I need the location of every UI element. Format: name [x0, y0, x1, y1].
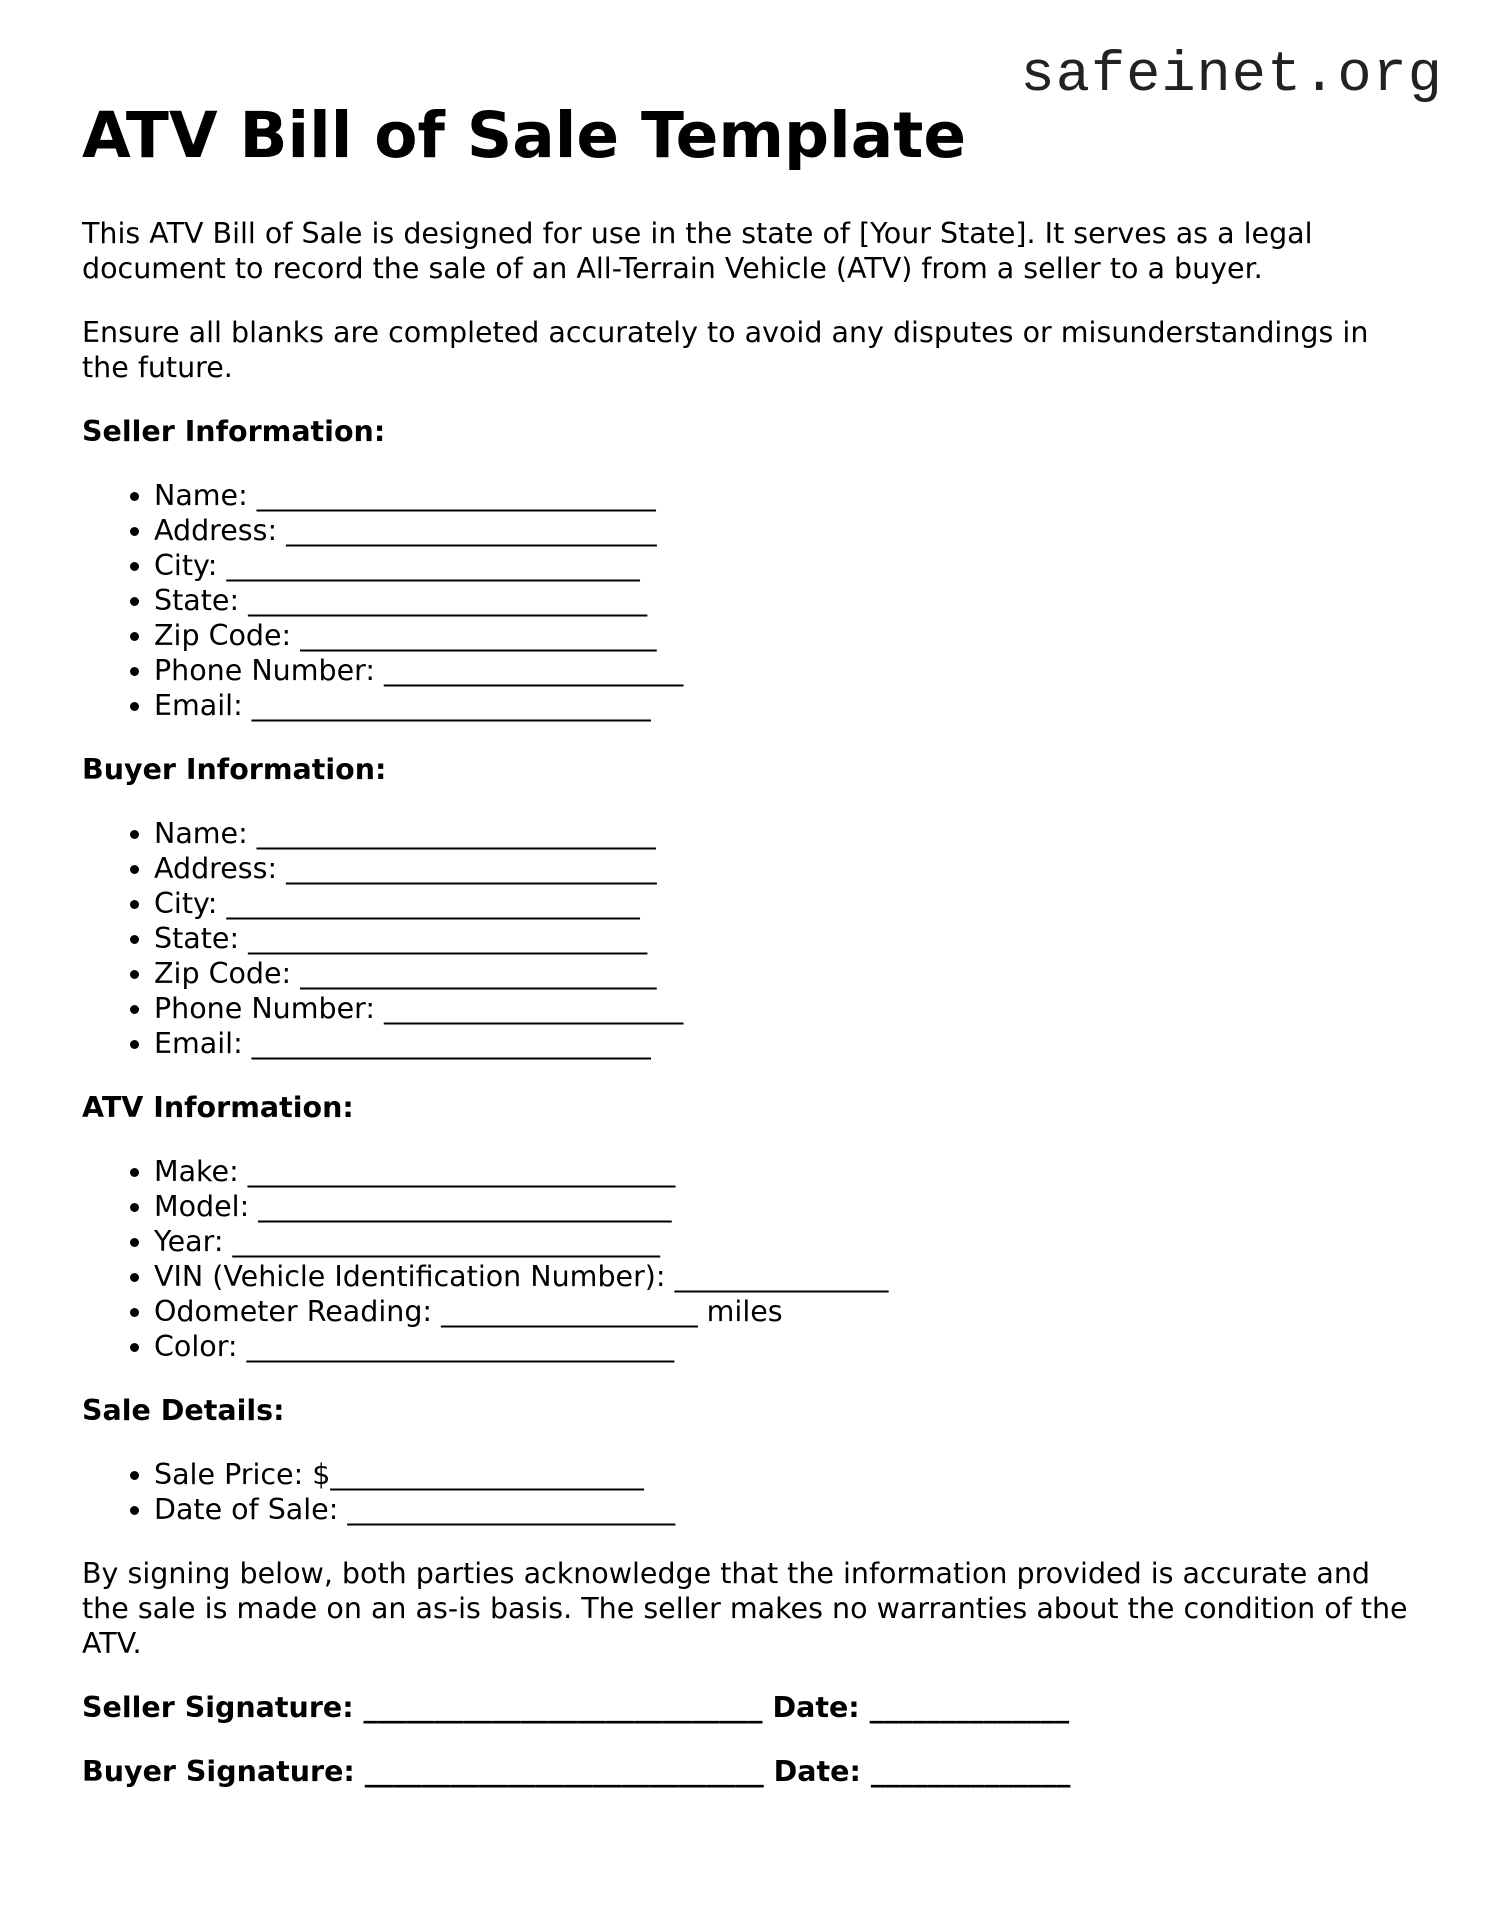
- buyer-state-field[interactable]: • State: ____________________________: [154, 921, 1412, 956]
- seller-field-list: [82, 478, 1412, 723]
- seller-zip-field[interactable]: • Zip Code: _________________________: [154, 618, 1412, 653]
- atv-field-list: [82, 1154, 1412, 1364]
- buyer-zip-field[interactable]: • Zip Code: _________________________: [154, 956, 1412, 991]
- buyer-signature-line[interactable]: [82, 1754, 1412, 1789]
- atv-odometer-field[interactable]: • Odometer Reading: __________________ miles: [154, 1294, 1412, 1329]
- atv-make-field[interactable]: • Make: ______________________________: [154, 1154, 1412, 1189]
- atv-year-field[interactable]: • Year: ______________________________: [154, 1224, 1412, 1259]
- instructions-paragraph: Ensure all blanks are completed accurately to avoid any disputes or misunderstandings in the future.: [82, 315, 1369, 384]
- seller-email-field[interactable]: • Email: ____________________________: [154, 688, 1412, 723]
- buyer-name-field[interactable]: • Name: ____________________________: [154, 816, 1412, 851]
- buyer-address-field[interactable]: • Address: __________________________: [154, 851, 1412, 886]
- atv-color-field[interactable]: • Color: ______________________________: [154, 1329, 1412, 1364]
- seller-signature-line[interactable]: [82, 1690, 1412, 1725]
- sale-section-heading: Sale Details:: [82, 1393, 285, 1427]
- buyer-phone-field[interactable]: • Phone Number: _____________________: [154, 991, 1412, 1026]
- buyer-email-field[interactable]: • Email: ____________________________: [154, 1026, 1412, 1061]
- sale-date-field[interactable]: • Date of Sale: _______________________: [154, 1492, 1412, 1527]
- sale-price-field[interactable]: • Sale Price: $______________________: [154, 1457, 1412, 1492]
- atv-vin-field[interactable]: • VIN (Vehicle Identification Number): _______________: [154, 1259, 1412, 1294]
- document-body: [82, 98, 1412, 1789]
- watermark: safeinet.org: [1020, 44, 1443, 108]
- seller-name-field[interactable]: • Name: ____________________________: [154, 478, 1412, 513]
- atv-section-heading: ATV Information:: [82, 1090, 354, 1124]
- acknowledgement-paragraph: By signing below, both parties acknowledge that the information provided is accurate and the sale is made on an as-is basis. The seller makes no warranties about the condition of the ATV.: [82, 1556, 1408, 1660]
- page-title: ATV Bill of Sale Template: [82, 99, 967, 172]
- atv-model-field[interactable]: • Model: _____________________________: [154, 1189, 1412, 1224]
- buyer-city-field[interactable]: • City: _____________________________: [154, 886, 1412, 921]
- sale-field-list: [82, 1457, 1412, 1527]
- intro-paragraph: This ATV Bill of Sale is designed for use in the state of [Your State]. It serves as a legal document to record the sale of an All-Terrain Vehicle (ATV) from a seller to a buyer.: [82, 216, 1313, 285]
- buyer-signature-text: Buyer Signature: ____________________________ Date: ______________: [82, 1754, 1071, 1788]
- buyer-field-list: [82, 816, 1412, 1061]
- seller-address-field[interactable]: • Address: __________________________: [154, 513, 1412, 548]
- buyer-section-heading: Buyer Information:: [82, 752, 387, 786]
- seller-section-heading: Seller Information:: [82, 414, 386, 448]
- seller-city-field[interactable]: • City: _____________________________: [154, 548, 1412, 583]
- seller-state-field[interactable]: • State: ____________________________: [154, 583, 1412, 618]
- seller-signature-text: Seller Signature: ____________________________ Date: ______________: [82, 1690, 1070, 1724]
- seller-phone-field[interactable]: • Phone Number: _____________________: [154, 653, 1412, 688]
